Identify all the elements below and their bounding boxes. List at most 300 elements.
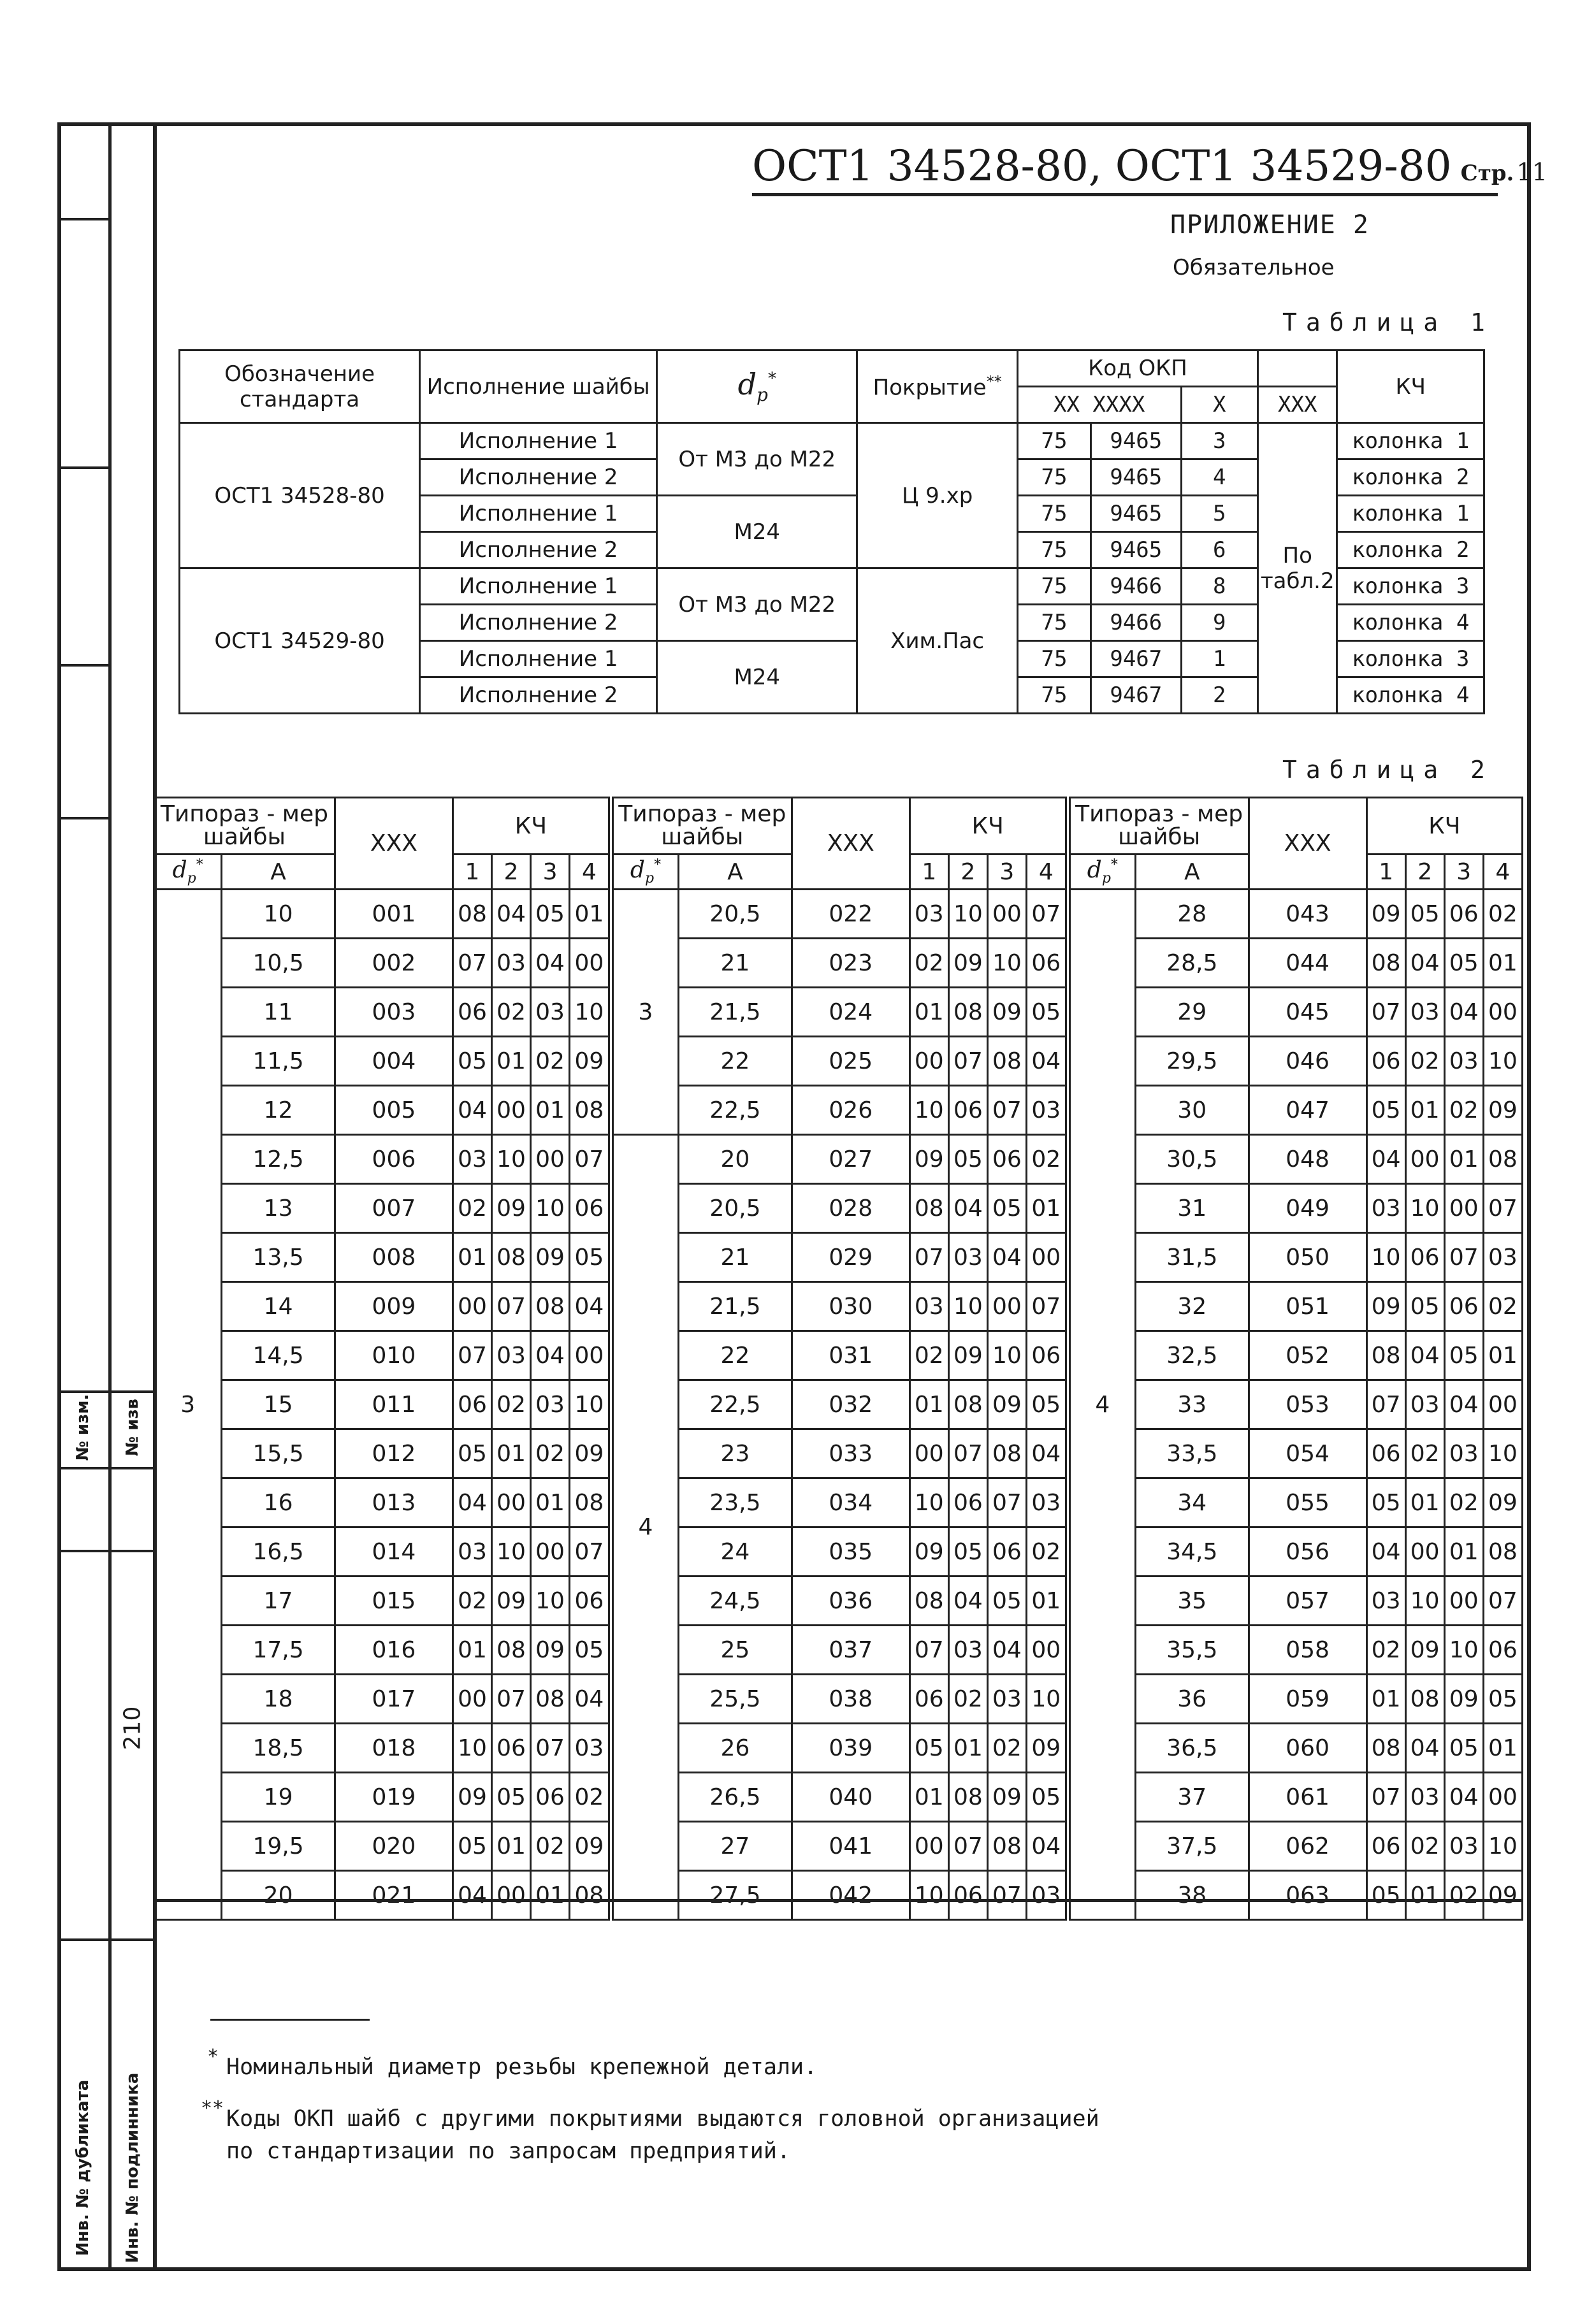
t2-header-dp-mark: * [654, 856, 662, 873]
t2-kch-value: 02 [987, 1724, 1026, 1773]
t2-kch-value: 10 [948, 1282, 987, 1331]
t2-kch-value: 06 [1366, 1822, 1405, 1871]
t2-size-a: 35,5 [1135, 1626, 1249, 1675]
t2-kch-value: 09 [1483, 1478, 1522, 1527]
t2-size-a: 32 [1135, 1282, 1249, 1331]
t2-kch-value: 05 [1366, 1871, 1405, 1920]
t2-kch-value: 07 [948, 1429, 987, 1478]
t2-kch-value: 01 [1405, 1871, 1444, 1920]
t2-kch-value: 09 [453, 1773, 491, 1822]
t2-kch-value: 04 [491, 890, 530, 939]
t2-size-a: 37 [1135, 1773, 1249, 1822]
t2-kch-value: 09 [531, 1233, 570, 1282]
t2-kch-value: 04 [1366, 1135, 1405, 1184]
t2-kch-value: 07 [570, 1527, 611, 1577]
t2-row [154, 1871, 1523, 1920]
t2-size-a: 16 [222, 1478, 335, 1527]
t2-size-a: 27 [679, 1822, 792, 1871]
t2-xxx: 053 [1249, 1380, 1366, 1429]
t2-kch-value: 02 [531, 1429, 570, 1478]
t2-size-a: 30,5 [1135, 1135, 1249, 1184]
t2-size-a: 33 [1135, 1380, 1249, 1429]
t2-kch-value: 03 [570, 1724, 611, 1773]
t2-kch-value: 03 [531, 1380, 570, 1429]
t2-kch-value: 09 [1444, 1675, 1483, 1724]
t1-execution: Исполнение 1 [420, 568, 657, 605]
t2-xxx: 046 [1249, 1037, 1366, 1086]
t2-xxx: 043 [1249, 890, 1366, 939]
t2-header-dp-letter: d [172, 856, 187, 883]
t2-header-xxx: XXX [792, 798, 909, 890]
t2-kch-value: 08 [948, 1380, 987, 1429]
t2-xxx: 055 [1249, 1478, 1366, 1527]
t1-execution: Исполнение 1 [420, 496, 657, 532]
t1-header-kch: КЧ [1337, 350, 1484, 423]
t2-header-kch-col: 2 [491, 855, 530, 890]
t2-kch-value: 06 [948, 1871, 987, 1920]
t2-kch-value: 09 [987, 1773, 1026, 1822]
t2-kch-value: 02 [1405, 1037, 1444, 1086]
t1-header-standard: Обозначение стандарта [180, 350, 420, 423]
t2-xxx: 042 [792, 1871, 909, 1920]
t2-kch-value: 00 [491, 1478, 530, 1527]
t2-kch-value: 01 [1405, 1478, 1444, 1527]
t2-kch-value: 05 [1405, 1282, 1444, 1331]
t1-row [180, 423, 1484, 459]
t2-size-a: 12 [222, 1086, 335, 1135]
t2-kch-value: 04 [948, 1577, 987, 1626]
t2-xxx: 016 [335, 1626, 453, 1675]
t2-size-a: 21,5 [679, 1282, 792, 1331]
t2-size-a: 20 [679, 1135, 792, 1184]
t2-kch-value: 10 [1026, 1675, 1068, 1724]
t1-kch-column: колонка 2 [1337, 459, 1484, 496]
t1-okp-a: 75 [1017, 605, 1091, 641]
t2-xxx: 007 [335, 1184, 453, 1233]
t2-kch-value: 03 [491, 1331, 530, 1380]
t2-xxx: 044 [1249, 939, 1366, 988]
t2-kch-value: 05 [453, 1822, 491, 1871]
t2-kch-value: 06 [948, 1478, 987, 1527]
t2-kch-value: 03 [987, 1675, 1026, 1724]
t2-size-a: 25,5 [679, 1675, 792, 1724]
t2-kch-value: 01 [491, 1822, 530, 1871]
t1-okp-b: 9466 [1091, 568, 1181, 605]
t2-kch-value: 09 [1483, 1086, 1522, 1135]
t2-size-a: 20,5 [679, 1184, 792, 1233]
t2-kch-value: 09 [909, 1135, 948, 1184]
t2-dp-group: 3 [154, 890, 222, 1920]
t2-xxx: 035 [792, 1527, 909, 1577]
t1-okp-b: 9466 [1091, 605, 1181, 641]
t2-kch-value: 00 [453, 1282, 491, 1331]
t1-okp-a: 75 [1017, 496, 1091, 532]
t1-dp: М24 [657, 496, 857, 568]
t2-kch-value: 04 [1026, 1429, 1068, 1478]
t2-kch-value: 03 [1444, 1822, 1483, 1871]
t2-xxx: 048 [1249, 1135, 1366, 1184]
t2-header-a: А [1135, 855, 1249, 890]
t1-okp-x: 6 [1181, 532, 1257, 568]
t2-kch-value: 08 [1366, 939, 1405, 988]
t1-standard: ОСТ1 34529-80 [180, 568, 420, 714]
t2-xxx: 022 [792, 890, 909, 939]
t2-header-dp [611, 855, 678, 890]
t2-xxx: 008 [335, 1233, 453, 1282]
t2-xxx: 039 [792, 1724, 909, 1773]
sidebar-strip-inner [112, 122, 157, 2271]
t2-kch-value: 01 [453, 1233, 491, 1282]
t2-kch-value: 09 [1483, 1871, 1522, 1920]
t2-kch-value: 04 [1405, 1724, 1444, 1773]
t2-kch-value: 06 [1026, 1331, 1068, 1380]
t2-row [154, 1773, 1523, 1822]
t1-header-okp-xx-xxxx: XX XXXX [1017, 387, 1181, 423]
t2-header-kch-col: 1 [453, 855, 491, 890]
t1-execution: Исполнение 1 [420, 423, 657, 459]
t1-kch-column: колонка 3 [1337, 568, 1484, 605]
t2-kch-value: 00 [453, 1675, 491, 1724]
t2-xxx: 023 [792, 939, 909, 988]
t1-header-okp-xxx: XXX [1258, 387, 1337, 423]
t2-kch-value: 04 [570, 1282, 611, 1331]
t2-kch-value: 05 [1026, 988, 1068, 1037]
t2-kch-value: 05 [1444, 939, 1483, 988]
t2-kch-value: 00 [531, 1527, 570, 1577]
t2-kch-value: 10 [948, 890, 987, 939]
t1-kch-column: колонка 1 [1337, 423, 1484, 459]
t1-execution: Исполнение 2 [420, 605, 657, 641]
t2-size-a: 18 [222, 1675, 335, 1724]
table1-caption: Таблица 1 [1282, 308, 1494, 336]
t2-kch-value: 07 [1444, 1233, 1483, 1282]
t2-kch-value: 05 [531, 890, 570, 939]
t2-size-a: 36,5 [1135, 1724, 1249, 1773]
t2-kch-value: 02 [948, 1675, 987, 1724]
t2-kch-value: 08 [987, 1429, 1026, 1478]
footer-separator [153, 1899, 1523, 1902]
t2-kch-value: 08 [987, 1822, 1026, 1871]
t2-kch-value: 09 [531, 1626, 570, 1675]
t2-kch-value: 10 [453, 1724, 491, 1773]
t2-size-a: 17,5 [222, 1626, 335, 1675]
t2-row [154, 1822, 1523, 1871]
t2-row [154, 1037, 1523, 1086]
t2-kch-value: 03 [1366, 1577, 1405, 1626]
t2-row [154, 1626, 1523, 1675]
t2-kch-value: 02 [909, 1331, 948, 1380]
t2-kch-value: 02 [1026, 1135, 1068, 1184]
t2-xxx: 009 [335, 1282, 453, 1331]
t2-header-kch-col: 2 [1405, 855, 1444, 890]
table-1 [178, 349, 1485, 714]
t2-kch-value: 09 [570, 1429, 611, 1478]
t2-size-a: 21 [679, 1233, 792, 1282]
t2-kch-value: 01 [531, 1086, 570, 1135]
t2-kch-value: 05 [1026, 1380, 1068, 1429]
t2-kch-value: 07 [1366, 1380, 1405, 1429]
t2-xxx: 031 [792, 1331, 909, 1380]
t2-kch-value: 06 [1366, 1429, 1405, 1478]
t2-kch-value: 03 [1444, 1429, 1483, 1478]
t2-xxx: 029 [792, 1233, 909, 1282]
t2-row [154, 988, 1523, 1037]
t2-xxx: 024 [792, 988, 909, 1037]
t2-kch-value: 01 [1444, 1135, 1483, 1184]
t2-kch-value: 05 [570, 1626, 611, 1675]
t2-kch-value: 00 [491, 1871, 530, 1920]
sheet-number: 210 [119, 1706, 145, 1750]
t2-kch-value: 08 [453, 890, 491, 939]
t2-kch-value: 04 [1444, 1773, 1483, 1822]
t2-kch-value: 10 [491, 1135, 530, 1184]
t2-size-a: 22 [679, 1331, 792, 1380]
t2-size-a: 22,5 [679, 1380, 792, 1429]
t2-kch-value: 01 [491, 1037, 530, 1086]
t2-kch-value: 04 [1444, 1380, 1483, 1429]
t2-row [154, 1429, 1523, 1478]
t2-row [154, 1184, 1523, 1233]
t2-size-a: 12,5 [222, 1135, 335, 1184]
t2-kch-value: 10 [531, 1184, 570, 1233]
t2-kch-value: 09 [948, 1331, 987, 1380]
t2-size-a: 21 [679, 939, 792, 988]
t1-kch-column: колонка 1 [1337, 496, 1484, 532]
t2-xxx: 013 [335, 1478, 453, 1527]
t1-execution: Исполнение 2 [420, 677, 657, 714]
t2-header-kch-col: 1 [1366, 855, 1405, 890]
t2-kch-value: 00 [987, 890, 1026, 939]
t2-dp-group: 4 [1068, 890, 1135, 1920]
t2-kch-value: 04 [1366, 1527, 1405, 1577]
t1-okp-a: 75 [1017, 568, 1091, 605]
t2-kch-value: 05 [570, 1233, 611, 1282]
t1-dp: От М3 до М22 [657, 423, 857, 496]
t2-kch-value: 10 [1483, 1822, 1522, 1871]
t1-okp-x: 8 [1181, 568, 1257, 605]
t2-header-dp-sub: р [187, 870, 196, 887]
t2-xxx: 001 [335, 890, 453, 939]
t1-okp-a: 75 [1017, 641, 1091, 677]
t2-size-a: 28 [1135, 890, 1249, 939]
t2-xxx: 057 [1249, 1577, 1366, 1626]
t2-kch-value: 00 [1026, 1626, 1068, 1675]
t2-size-a: 33,5 [1135, 1429, 1249, 1478]
t2-xxx: 027 [792, 1135, 909, 1184]
t2-row [154, 1724, 1523, 1773]
t2-xxx: 037 [792, 1626, 909, 1675]
t2-kch-value: 06 [1483, 1626, 1522, 1675]
t2-kch-value: 09 [948, 939, 987, 988]
t2-header-a: А [222, 855, 335, 890]
t2-kch-value: 03 [1444, 1037, 1483, 1086]
t2-xxx: 030 [792, 1282, 909, 1331]
t2-header-dp-letter: d [1087, 856, 1102, 883]
t2-kch-value: 03 [909, 1282, 948, 1331]
t2-xxx: 011 [335, 1380, 453, 1429]
footnote-rule [210, 2019, 370, 2021]
t1-header-okp-x: X [1181, 387, 1257, 423]
t2-header-kch-col: 2 [948, 855, 987, 890]
t2-kch-value: 06 [453, 1380, 491, 1429]
t2-xxx: 004 [335, 1037, 453, 1086]
t2-xxx: 014 [335, 1527, 453, 1577]
t2-kch-value: 09 [1405, 1626, 1444, 1675]
t2-size-a: 35 [1135, 1577, 1249, 1626]
t2-header-kch: КЧ [909, 798, 1068, 855]
t2-size-a: 23,5 [679, 1478, 792, 1527]
t2-size-a: 27,5 [679, 1871, 792, 1920]
t2-xxx: 021 [335, 1871, 453, 1920]
t2-kch-value: 03 [1405, 1380, 1444, 1429]
t2-size-a: 18,5 [222, 1724, 335, 1773]
t2-size-a: 26 [679, 1724, 792, 1773]
t2-kch-value: 03 [1026, 1478, 1068, 1527]
t2-kch-value: 08 [491, 1233, 530, 1282]
t2-size-a: 20 [222, 1871, 335, 1920]
t2-xxx: 025 [792, 1037, 909, 1086]
t2-kch-value: 09 [1026, 1724, 1068, 1773]
t2-kch-value: 01 [1026, 1184, 1068, 1233]
t2-size-a: 24 [679, 1527, 792, 1577]
t2-xxx: 047 [1249, 1086, 1366, 1135]
t2-kch-value: 06 [987, 1527, 1026, 1577]
t2-kch-value: 00 [1483, 1773, 1522, 1822]
t2-kch-value: 10 [1483, 1429, 1522, 1478]
t2-xxx: 060 [1249, 1724, 1366, 1773]
t2-header-kch: КЧ [1366, 798, 1522, 855]
t2-kch-value: 05 [948, 1135, 987, 1184]
t2-header-kch-col: 3 [1444, 855, 1483, 890]
t2-xxx: 062 [1249, 1822, 1366, 1871]
t2-kch-value: 03 [1366, 1184, 1405, 1233]
t2-kch-value: 01 [909, 988, 948, 1037]
t2-kch-value: 10 [570, 1380, 611, 1429]
t2-kch-value: 05 [1366, 1478, 1405, 1527]
t2-kch-value: 06 [1366, 1037, 1405, 1086]
t2-kch-value: 02 [1405, 1822, 1444, 1871]
t2-xxx: 015 [335, 1577, 453, 1626]
t2-size-a: 38 [1135, 1871, 1249, 1920]
t2-kch-value: 03 [453, 1135, 491, 1184]
document-title: ОСТ1 34528-80, ОСТ1 34529-80 Стр. 11 [752, 141, 1498, 196]
t2-header-kch-col: 3 [531, 855, 570, 890]
t1-execution: Исполнение 2 [420, 459, 657, 496]
t2-kch-value: 06 [531, 1773, 570, 1822]
t2-row [154, 1577, 1523, 1626]
t2-kch-value: 00 [1405, 1527, 1444, 1577]
t1-header-dp: $d_р^*$ [657, 350, 857, 423]
t2-kch-value: 04 [1405, 939, 1444, 988]
t2-xxx: 056 [1249, 1527, 1366, 1577]
t2-xxx: 010 [335, 1331, 453, 1380]
t2-kch-value: 08 [1483, 1527, 1522, 1577]
t1-kch-column: колонка 4 [1337, 677, 1484, 714]
t2-kch-value: 02 [491, 988, 530, 1037]
t2-kch-value: 07 [570, 1135, 611, 1184]
t2-kch-value: 00 [987, 1282, 1026, 1331]
t1-okp-a: 75 [1017, 677, 1091, 714]
t2-xxx: 049 [1249, 1184, 1366, 1233]
t2-xxx: 018 [335, 1724, 453, 1773]
t2-kch-value: 07 [491, 1675, 530, 1724]
t2-kch-value: 08 [1366, 1331, 1405, 1380]
t2-kch-value: 02 [570, 1773, 611, 1822]
t2-kch-value: 05 [948, 1527, 987, 1577]
t2-kch-value: 08 [491, 1626, 530, 1675]
t1-dp: М24 [657, 641, 857, 714]
t2-row [154, 1478, 1523, 1527]
t2-xxx: 005 [335, 1086, 453, 1135]
t2-kch-value: 03 [1026, 1871, 1068, 1920]
t2-kch-value: 04 [453, 1871, 491, 1920]
t2-kch-value: 10 [1483, 1037, 1522, 1086]
t2-kch-value: 10 [909, 1478, 948, 1527]
t2-kch-value: 08 [1366, 1724, 1405, 1773]
footnote-1: * Номинальный диаметр резьбы крепежной детали. [207, 2046, 818, 2080]
t2-kch-value: 02 [1483, 890, 1522, 939]
t2-kch-value: 10 [987, 939, 1026, 988]
t2-kch-value: 04 [453, 1086, 491, 1135]
t2-header-kch-col: 4 [570, 855, 611, 890]
t2-xxx: 040 [792, 1773, 909, 1822]
t2-row [154, 1331, 1523, 1380]
t2-xxx: 006 [335, 1135, 453, 1184]
t2-kch-value: 02 [453, 1577, 491, 1626]
t2-header-kch: КЧ [453, 798, 611, 855]
t2-header-size: Типораз - мер шайбы [611, 798, 792, 855]
t2-kch-value: 02 [909, 939, 948, 988]
t2-kch-value: 10 [1444, 1626, 1483, 1675]
page-number: 11 [1516, 158, 1547, 186]
t2-kch-value: 08 [570, 1086, 611, 1135]
table-2 [153, 797, 1523, 1921]
t2-kch-value: 02 [1405, 1429, 1444, 1478]
t2-kch-value: 08 [909, 1184, 948, 1233]
t1-okp-x: 4 [1181, 459, 1257, 496]
t2-size-a: 14,5 [222, 1331, 335, 1380]
t2-kch-value: 00 [909, 1037, 948, 1086]
t2-kch-value: 07 [987, 1871, 1026, 1920]
t2-kch-value: 07 [491, 1282, 530, 1331]
duplicate-no-label: Инв. № дубликата [73, 2079, 92, 2256]
t2-xxx: 050 [1249, 1233, 1366, 1282]
t2-size-a: 14 [222, 1282, 335, 1331]
t2-row [154, 890, 1523, 939]
t2-kch-value: 03 [453, 1527, 491, 1577]
t2-kch-value: 05 [987, 1577, 1026, 1626]
t2-dp-group: 4 [611, 1135, 678, 1920]
t2-kch-value: 05 [909, 1724, 948, 1773]
t2-kch-value: 06 [491, 1724, 530, 1773]
t2-size-a: 24,5 [679, 1577, 792, 1626]
t2-kch-value: 07 [1026, 1282, 1068, 1331]
t1-header-okp-xxx-top [1258, 350, 1337, 387]
t1-okp-b: 9465 [1091, 496, 1181, 532]
t2-kch-value: 09 [570, 1037, 611, 1086]
t2-size-a: 22 [679, 1037, 792, 1086]
t1-header-coating: Покрытие** [857, 350, 1017, 423]
t2-xxx: 059 [1249, 1675, 1366, 1724]
t2-kch-value: 03 [1483, 1233, 1522, 1282]
t2-xxx: 028 [792, 1184, 909, 1233]
t2-kch-value: 05 [1483, 1675, 1522, 1724]
t2-size-a: 34 [1135, 1478, 1249, 1527]
t2-size-a: 13 [222, 1184, 335, 1233]
t1-kch-column: колонка 4 [1337, 605, 1484, 641]
t2-kch-value: 01 [1483, 939, 1522, 988]
t2-kch-value: 00 [1444, 1184, 1483, 1233]
